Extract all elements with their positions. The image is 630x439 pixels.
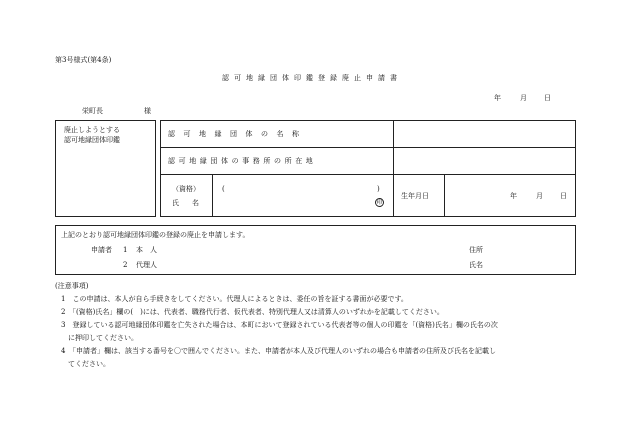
- application-box: [55, 225, 576, 275]
- left-header-cell: [55, 120, 156, 217]
- form-number: 第3号様式(第4条): [55, 56, 112, 64]
- note-item-2: 2 「(資格)氏名」欄の( )には、代表者、職務代行者、仮代表者、特別代理人又は清算人のいずれかを記載してください。: [61, 308, 444, 316]
- row-divider-2: [160, 174, 576, 175]
- addressee-suffix: 様: [144, 107, 151, 115]
- name-label: 氏 名: [172, 199, 202, 207]
- note-item-3-continued: に押印してください。: [61, 334, 138, 342]
- note-item-3: 3 登録している認可地縁団体印鑑を亡失された場合は、本町において登録されている代表者等の個人の印鑑を「(資格)氏名」欄の氏名の次: [61, 321, 498, 329]
- row-divider-1: [160, 147, 576, 148]
- note-item-4-continued: てください。: [61, 360, 110, 368]
- seal-mark-icon: 印: [376, 198, 383, 206]
- applicant-label: 申請者: [91, 246, 112, 254]
- date-month-label: 月: [520, 94, 527, 102]
- note-item-4: 4 「申請者」欄は、該当する番号を〇で囲んでください。また、申請者が本人及び代理人のいずれの場合も申請者の住所及び氏名を記載し: [61, 347, 496, 355]
- col-divider-name: [393, 174, 394, 217]
- notes-heading: (注意事項): [55, 282, 89, 290]
- left-header-line1: 廃止しようとする: [64, 126, 120, 134]
- applicant-option2-number: 2: [123, 261, 128, 269]
- paren-close: ): [377, 185, 380, 193]
- applicant-option1-label: 本 人: [136, 246, 157, 254]
- birth-year-label: 年: [510, 192, 517, 200]
- note-item-1: 1 この申請は、本人が自ら手続きをしてください。代理人によるときは、委任の旨を証する書面が必要です。: [61, 295, 408, 303]
- addressee-name: 栄町長: [82, 107, 103, 115]
- paren-open: (: [222, 185, 225, 193]
- date-year-label: 年: [494, 94, 501, 102]
- date-day-label: 日: [544, 94, 551, 102]
- application-statement: 上記のとおり認可地縁団体印鑑の登録の廃止を申請します。: [61, 231, 250, 239]
- applicant-name-label: 氏名: [469, 261, 483, 269]
- office-address-label: 認可地縁団体の事務所の所在地: [168, 157, 317, 165]
- birthdate-label: 生年月日: [401, 192, 429, 200]
- left-header-line2: 認可地縁団体印鑑: [64, 136, 120, 144]
- applicant-option2-label: 代理人: [136, 261, 157, 269]
- birth-month-label: 月: [536, 192, 543, 200]
- qualification-label: （資格）: [172, 185, 200, 193]
- form-title: 認可地縁団体印鑑登録廃止申請書: [222, 74, 402, 82]
- birth-day-label: 日: [560, 192, 567, 200]
- col-divider-top: [393, 120, 394, 174]
- col-divider-birth: [444, 174, 445, 217]
- group-name-label: 認可地縁団体の名称: [168, 130, 308, 138]
- col-divider-qual: [212, 174, 213, 217]
- applicant-address-label: 住所: [469, 246, 483, 254]
- applicant-option1-number: 1: [123, 246, 128, 254]
